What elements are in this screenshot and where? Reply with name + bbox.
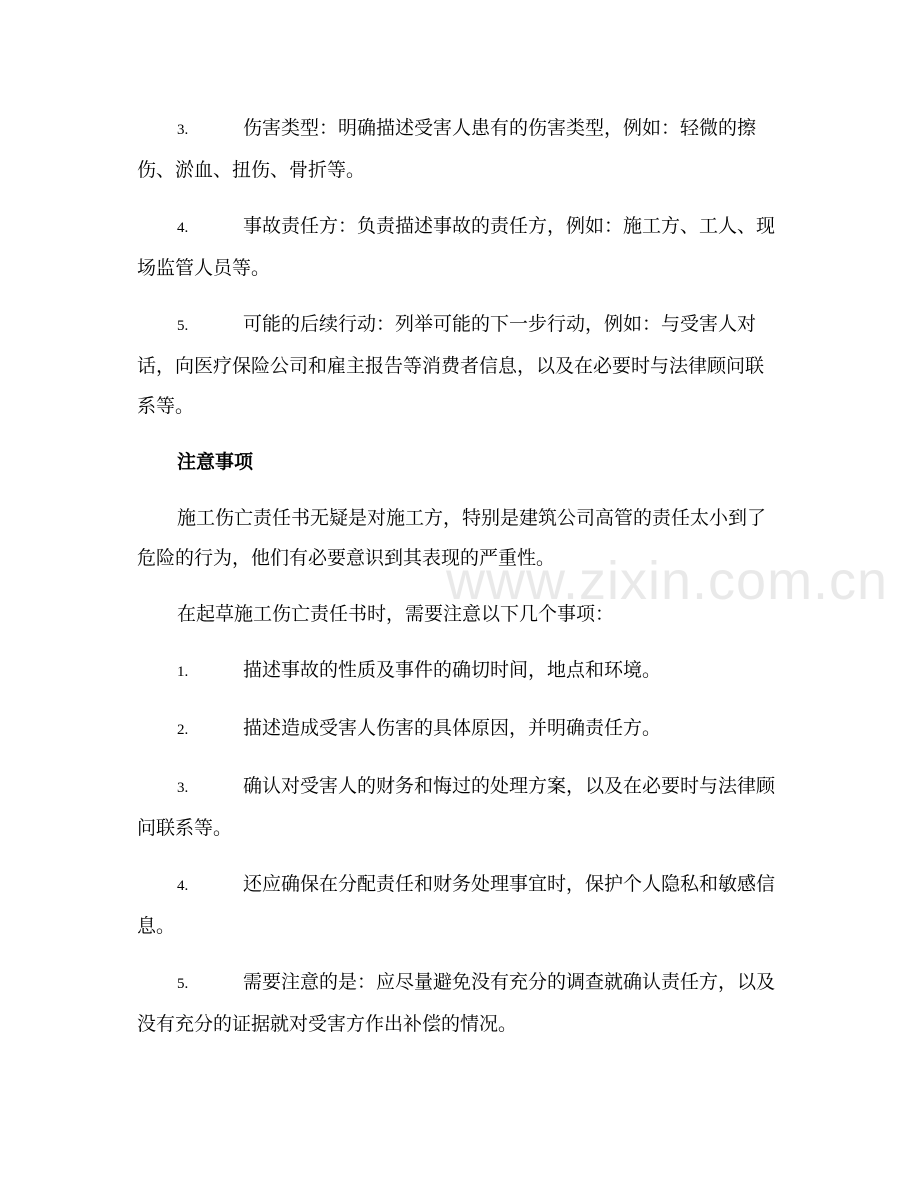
list-number: 5. <box>177 976 189 992</box>
list-text: 事故责任方：负责描述事故的责任方，例如：施工方、工人、现场监管人员等。 <box>137 215 776 279</box>
list-text: 还应确保在分配责任和财务处理事宜时，保护个人隐私和敏感信息。 <box>137 873 776 937</box>
list-item <box>137 650 777 692</box>
list-number: 3. <box>177 780 189 796</box>
list-item <box>137 962 777 1044</box>
list-text: 伤害类型：明确描述受害人患有的伤害类型，例如：轻微的擦伤、淤血、扭伤、骨折等。 <box>137 117 757 181</box>
list-text: 描述造成受害人伤害的具体原因，并明确责任方。 <box>243 717 662 739</box>
list-number: 4. <box>177 878 189 894</box>
list-text: 确认对受害人的财务和悔过的处理方案，以及在必要时与法律顾问联系等。 <box>137 775 776 839</box>
paragraph: 施工伤亡责任书无疑是对施工方，特别是建筑公司高管的责任太小到了危险的行为，他们有必要意识到其表现的严重性。 <box>137 507 767 569</box>
document-body <box>137 108 777 1060</box>
paragraph: 在起草施工伤亡责任书时，需要注意以下几个事项： <box>177 603 615 625</box>
list-text: 描述事故的性质及事件的确切时间，地点和环境。 <box>243 659 662 681</box>
list-number: 2. <box>177 722 189 738</box>
list-item <box>137 708 777 750</box>
watermark: www.zixin.com.cn <box>446 551 889 611</box>
list-item <box>137 206 777 288</box>
list-item <box>137 304 777 426</box>
list-number: 1. <box>177 664 189 680</box>
list-item <box>137 108 777 190</box>
list-item <box>137 864 777 946</box>
list-number: 5. <box>177 318 189 334</box>
list-item <box>137 766 777 848</box>
section-heading: 注意事项 <box>177 451 254 473</box>
list-text: 可能的后续行动：列举可能的下一步行动，例如：与受害人对话，向医疗保险公司和雇主报告等消费者信息，以及在必要时与法律顾问联系等。 <box>137 313 765 417</box>
list-number: 3. <box>177 122 189 138</box>
list-text: 需要注意的是：应尽量避免没有充分的调查就确认责任方，以及没有充分的证据就对受害方作出补偿的情况。 <box>137 971 776 1035</box>
list-number: 4. <box>177 220 189 236</box>
